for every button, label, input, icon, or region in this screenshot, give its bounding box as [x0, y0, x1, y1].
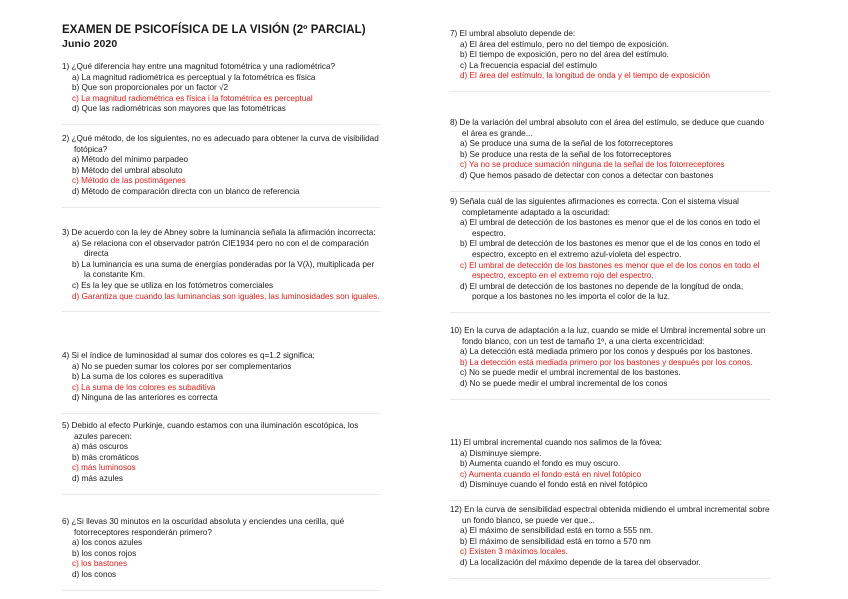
option-c-correct: c) La suma de los colores es subaditiva [72, 382, 216, 392]
option-a: a) El umbral de detección de los bastones es menor que el de los conos en todo el espectro. [460, 218, 760, 238]
option-a: a) más oscuros [72, 442, 128, 452]
option-c-correct: c) Método de las postimágenes [72, 176, 186, 186]
question-11 [450, 438, 770, 501]
question-2 [62, 134, 380, 208]
question-9 [450, 197, 770, 313]
option-b: b) El tiempo de exposición, pero no del área del estímulo. [460, 50, 669, 60]
option-b: b) Aumenta cuando el fondo es muy oscuro. [460, 459, 621, 469]
question-text: 8) De la variación del umbral absoluto con el área del estímulo, se deduce que cuando el área es grande... [450, 118, 765, 138]
option-b: b) El máximo de sensibilidad está en torno a 570 nm [460, 536, 651, 546]
option-a: a) Se produce una suma de la señal de los fotorreceptores [460, 139, 674, 149]
question-4 [62, 351, 380, 414]
exam-date: Junio 2020 [62, 38, 118, 50]
question-text: 10) En la curva de adaptación a la luz, cuando se mide el Umbral incremental sobre un fondo blanco, con un test de tamaño 1º, a una cierta excentricidad: [450, 326, 766, 346]
question-text: 9) Señala cuál de las siguientes afirmaciones es correcta. Con el sistema visual completamente adaptado a la oscuridad: [450, 197, 739, 217]
answer-divider [62, 404, 380, 414]
option-a: a) No se pueden sumar los colores por ser complementarios [72, 361, 292, 371]
answer-divider [450, 303, 770, 313]
answer-divider [450, 491, 770, 501]
option-d: d) No se puede medir el umbral incremental de los conos [460, 378, 668, 388]
option-b: b) Se produce una resta de la señal de los fotorreceptores [460, 149, 672, 159]
question-1 [62, 62, 380, 125]
option-a: a) Se relaciona con el observador patrón CIE1934 pero no con el de comparación directa [72, 238, 369, 259]
option-d: d) los conos [72, 569, 117, 579]
answer-divider [450, 569, 770, 579]
option-d: d) Ninguna de las anteriores es correcta [72, 393, 218, 403]
question-10 [450, 326, 770, 400]
option-b: b) El umbral de detección de los bastones es menor que el de los conos en todo el espectro, excepto en el extremo azul-violeta del espectro. [460, 239, 760, 259]
option-c-correct: c) Existen 3 máximos locales. [460, 547, 568, 557]
answer-divider [62, 302, 380, 312]
option-c-correct: c) Aumenta cuando el fondo está en nivel fotópico [460, 469, 642, 479]
option-d-correct: d) Garantiza que cuando las luminancias son iguales, las luminosidades son iguales. [72, 291, 380, 301]
question-text: 2) ¿Qué método, de los siguientes, no es adecuado para obtener la curva de visibilidad fotópica? [62, 134, 379, 154]
option-b: b) los conos rojos [72, 548, 137, 558]
option-a: a) La magnitud radiométrica es perceptual y la fotométrica es física [72, 72, 316, 82]
question-text: 3) De acuerdo con la ley de Abney sobre la luminancia señala la afirmación incorrecta: [62, 228, 376, 237]
option-d: d) La localización del máximo depende de la tarea del observador. [460, 557, 701, 567]
answer-divider [450, 182, 770, 192]
option-b: b) más cromáticos [72, 452, 139, 462]
answer-divider [62, 581, 380, 591]
option-c: c) Es la ley que se utiliza en los fotómetros comerciales [72, 280, 274, 290]
answer-divider [62, 485, 380, 495]
option-a: a) Método del mínimo parpadeo [72, 155, 189, 165]
option-c: c) La frecuencia espacial del estímulo [460, 60, 597, 70]
option-a: a) los conos azules [72, 538, 143, 548]
option-d-correct: d) El área del estímulo, la longitud de onda y el tiempo de exposición [460, 71, 710, 81]
question-text: 5) Debido al efecto Purkinje, cuando estamos con una iluminación escotópica, los azules parecen: [62, 421, 359, 441]
question-text: 12) En la curva de sensibilidad espectral obtenida midiendo el umbral incremental sobre un fondo blanco, se puede ver que... [450, 505, 770, 525]
option-d: d) más azules [72, 473, 123, 483]
question-8 [450, 118, 770, 192]
option-d: d) Método de comparación directa con un blanco de referencia [72, 186, 300, 196]
option-a: a) Disminuye siempre. [460, 448, 542, 458]
question-text: 7) El umbral absoluto depende de: [450, 29, 576, 38]
answer-divider [62, 198, 380, 208]
option-d: d) Disminuye cuando el fondo está en nivel fotópico [460, 480, 648, 490]
question-3 [62, 228, 380, 312]
option-d: d) Que las radiométricas son mayores que las fotométricas [72, 104, 286, 114]
option-b: b) La suma de los colores es superaditiva [72, 372, 224, 382]
answer-divider [62, 115, 380, 125]
option-b-correct: b) La detección está mediada primero por los bastones y después por los conos. [460, 357, 753, 367]
answer-divider [450, 390, 770, 400]
option-a: a) El máximo de sensibilidad está en torno a 555 nm. [460, 526, 653, 536]
option-b: b) Que son proporcionales por un factor √2 [72, 83, 229, 93]
option-d: d) Que hemos pasado de detectar con conos a detectar con bastones [460, 170, 714, 180]
option-b: b) La luminancia es una suma de energías ponderadas por la V(λ), multiplicada per la constante Km. [72, 259, 375, 280]
option-c-correct: c) más luminosos [72, 463, 136, 473]
exam-title: EXAMEN DE PSICOFÍSICA DE LA VISIÓN (2º PARCIAL) [62, 24, 366, 36]
option-c-correct: c) los bastones [72, 559, 128, 569]
option-b: b) Método del umbral absoluto [72, 165, 183, 175]
question-5 [62, 421, 380, 495]
question-7 [450, 29, 770, 92]
option-c-correct: c) El umbral de detección de los bastones es menor que el de los conos en todo el espectro, excepto en el extremo rojo del espectro. [460, 260, 760, 281]
option-a: a) El área del estímulo, pero no del tiempo de exposición. [460, 39, 669, 49]
question-text: 11) El umbral incremental cuando nos salimos de la fóvea: [450, 438, 662, 447]
answer-divider [450, 82, 770, 92]
option-a: a) La detección está mediada primero por los conos y después por los bastones. [460, 347, 753, 357]
question-text: 6) ¿Si llevas 30 minutos en la oscuridad absoluta y enciendes una cerilla, qué fotorreceptores responderán primero? [62, 517, 345, 537]
question-text: 1) ¿Qué diferencia hay entre una magnitud fotométrica y una radiométrica? [62, 62, 336, 71]
question-12 [450, 505, 770, 579]
question-6 [62, 517, 380, 591]
option-c-correct: c) Ya no se produce sumación ninguna de la señal de los fotorreceptores [460, 160, 725, 170]
option-c-correct: c) La magnitud radiométrica es física i la fotométrica es perceptual [72, 93, 313, 103]
question-text: 4) Si el índice de luminosidad al sumar dos colores es q=1.2 significa: [62, 351, 315, 360]
option-c: c) No se puede medir el umbral incremental de los bastones. [460, 368, 681, 378]
option-d: d) El umbral de detección de los bastones no depende de la longitud de onda, porque a los bastones no les importa el color de la luz. [460, 281, 744, 302]
